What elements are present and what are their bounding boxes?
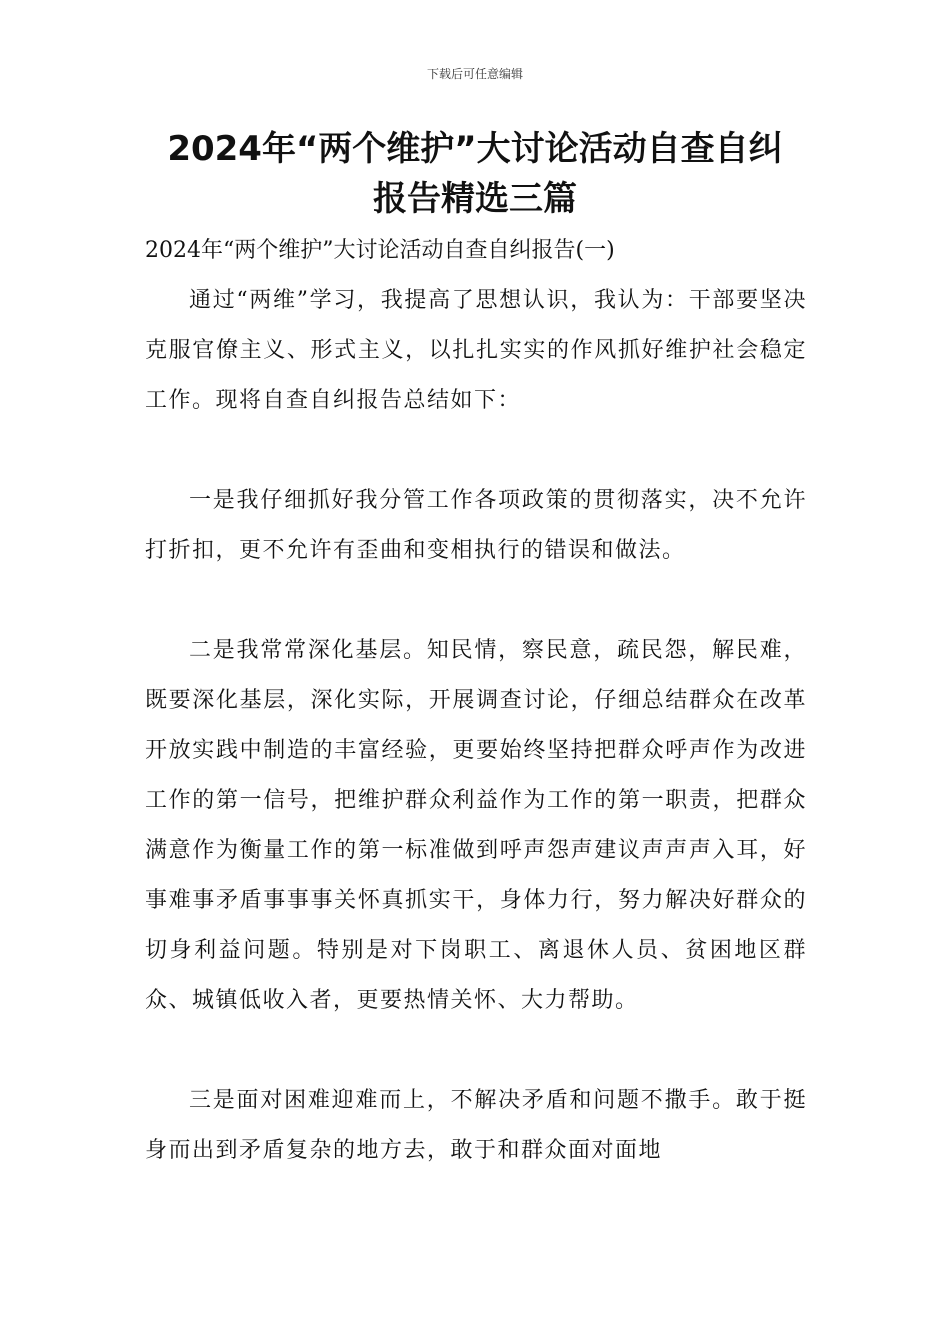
title-line-1: 2024年“两个维护”大讨论活动自查自纠 xyxy=(167,129,783,169)
paragraph-intro: 通过“两维”学习，我提高了思想认识，我认为：干部要坚决克服官僚主义、形式主义，以扎扎实实的作风抓好维护社会稳定工作。现将自查自纠报告总结如下： xyxy=(145,288,807,413)
title-line-2: 报告精选三篇 xyxy=(373,179,577,219)
section-subtitle: 2024年“两个维护”大讨论活动自查自纠报告(一) xyxy=(145,238,615,263)
paragraph-gap xyxy=(145,1026,807,1076)
paragraph-point-2: 二是我常常深化基层。知民情，察民意，疏民怨，解民难，既要深化基层，深化实际，开展调查讨论，仔细总结群众在改革开放实践中制造的丰富经验，更要始终坚持把群众呼声作为改进工作的第一信号，把维护群众利益作为工作的第一职责，把群众满意作为衡量工作的第一标准做到呼声怨声建议声声声入耳，好事难事矛盾事事事关怀真抓实干，身体力行，努力解决好群众的切身利益问题。特别是对下岗职工、离退休人员、贫困地区群众、城镇低收入者，更要热情关怀、大力帮助。 xyxy=(145,638,807,1013)
paragraph-gap xyxy=(145,576,807,626)
document-title xyxy=(140,124,810,224)
paragraph-point-1: 一是我仔细抓好我分管工作各项政策的贯彻落实，决不允许打折扣，更不允许有歪曲和变相执行的错误和做法。 xyxy=(145,488,807,563)
header-note: 下载后可任意编辑 xyxy=(426,67,523,81)
paragraph-gap xyxy=(145,426,807,476)
paragraph-point-3: 三是面对困难迎难而上，不解决矛盾和问题不撒手。敢于挺身而出到矛盾复杂的地方去，敢于和群众面对面地 xyxy=(145,1088,807,1163)
document-body xyxy=(145,226,807,1176)
